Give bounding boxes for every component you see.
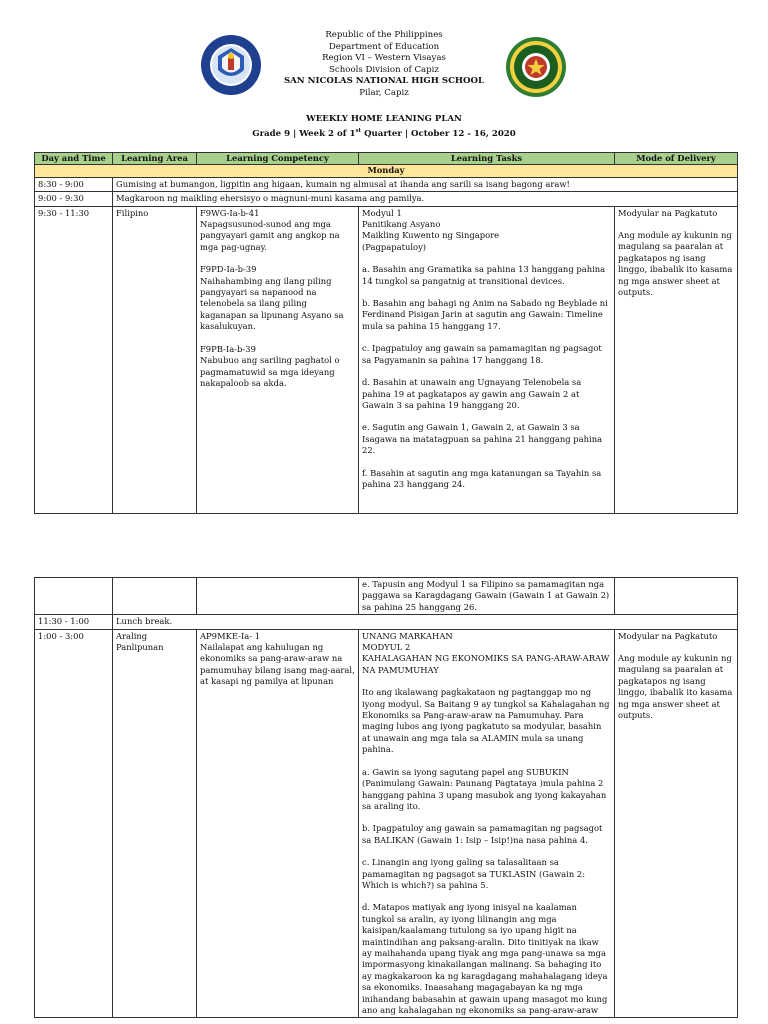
table-row-continued [35,578,738,615]
activity-cell: Gumising at bumangon, ligpitin ang higaan, kumain ng almusal at ihanda ang sarili sa isang bagong araw! [113,177,738,191]
task-item: e. Sagutin ang Gawain 1, Gawain 2, at Gawain 3 sa Isagawa na matatagpuan sa pahina 21 hanggang pahina 22. [362,422,603,456]
day-label: Monday [35,165,738,177]
learning-area-cell: Araling Panlipunan [113,629,197,1018]
mode-cell [615,629,738,1018]
activity-cell: Lunch break. [113,615,738,629]
plan-title: WEEKLY HOME LEANING PLAN [306,114,462,124]
task-item: f. Basahin at sagutin ang mga katanungan sa Tayahin sa pahina 23 hanggang 24. [362,467,602,489]
mode-title: Modyular na Pagkatuto [618,630,718,641]
learning-area-cell: Filipino [113,206,197,513]
mode-cell [615,578,738,615]
col-learning-area: Learning Area [113,153,197,165]
task-item: Ito ang ikalawang pagkakataon ng pagtanggap mo ng iyong modyul. Sa Baitang 9 ay tungkol sa Kahalagahan ng Ekonomiks sa Pang-araw-araw na Pamumuhay. Para maging lubos ang iyong pagkatuto sa modyular, basahin at unawain ang mga tala sa ALAMIN mula sa unang pahina. [362,687,610,755]
task-item: c. Ipagpatuloy ang gawain sa pamamagitan ng pagsagot sa Pagyamanin sa pahina 17 hanggang 18. [362,343,602,365]
activity-cell: Magkaroon ng maikling ehersisyo o magnuni-muni kasama ang pamilya. [113,192,738,206]
col-mode-of-delivery: Mode of Delivery [615,153,738,165]
tasks-cell: e. Tapusin ang Modyul 1 sa Filipino sa pamamagitan nga paggawa sa Karagdagang Gawain (Gawain 1 at Gawain 2) sa pahina 25 hanggang 26. [359,578,615,615]
col-day-and-time: Day and Time [35,153,113,165]
grade-line-pre: Grade 9 | Week 2 of 1 [252,128,356,139]
competency-item: F9PB-Ia-b-39 Nabubuo ang sariling paghatol o pagmamatuwid sa mga ideyang nakapaloob sa akda. [200,343,340,388]
time-cell: 9:30 - 11:30 [35,206,113,513]
grade-line-post: Quarter | October 12 - 16, 2020 [361,128,516,139]
header-line-deped: Department of Education [328,41,440,52]
header-line-republic: Republic of the Philippines [325,30,443,40]
time-cell: 1:00 - 3:00 [35,629,113,1018]
header-line-region: Region VI – Western Visayas [322,53,446,64]
mode-title: Modyular na Pagkatuto [618,207,718,218]
time-cell: 11:30 - 1:00 [35,615,113,629]
table-header-row [35,153,738,165]
task-item: a. Gawin sa iyong sagutang papel ang SUBUKIN (Panimulang Gawain: Paunang Pagtataya )mula pahina 2 hanggang pahina 3 upang masubok ang iyong kakayahan sa araling ito. [362,766,607,811]
time-cell [35,578,113,615]
day-row-monday [35,165,738,177]
competency-item: F9PD-Ia-b-39 Naihahambing ang ilang piling pangyayari sa napanood na telenobela sa ilang piling kaganapan sa lipunang Asyano sa kasalukuyan. [200,264,344,332]
mode-cell [615,206,738,513]
tasks-cell [359,206,615,513]
table-row-araling-panlipunan [35,629,738,1018]
competency-cell: AP9MKE-Ia- 1 Nailalapat ang kahulugan ng ekonomiks sa pang-araw-araw na pamumuhay bilang isang mag-aaral, at kasapi ng pamilya at lipunan [197,629,359,1018]
grade-line-sup: st [355,128,362,134]
task-item: c. Linangin ang iyong galing sa talasalitaan sa pamamagitan ng pagsagot sa TUKLASIN (Gawain 2: Which is which?) sa pahina 5. [362,857,586,890]
mode-description: Ang module ay kukunin ng magulang sa paaralan at pagkatapos ng isang linggo, ibabalik ito kasama ng mga answer sheet at outputs. [618,653,733,721]
learning-area-cell [113,578,197,615]
table-row [35,192,738,206]
col-learning-competency: Learning Competency [197,153,359,165]
header-line-division: Schools Division of Capiz [329,64,439,75]
mode-description: Ang module ay kukunin ng magulang sa paaralan at pagkatapos ng isang linggo, ibabalik ito kasama ng mga answer sheet at outputs. [618,230,733,298]
table-row-filipino [35,206,738,513]
task-item: d. Matapos matiyak ang iyong inisyal na kaalaman tungkol sa aralin, ay iyong lilinangin ang mga kaisipan/kaalamang tutulong sa iyo upang higit na maintindihan ang paksang-aralin. Dito tinitiyak na ikaw ay maihahanda upang tiyak ang mga pang-unawa sa mga impormasyong kinakailangan malinang. Sa bahaging ito ay magkakaroon ka ng karagdagang mahahalagang ideya sa ekonomiks. Inaasahang magagabayan ka ng mga inihandang babasahin at gawain upang masagot mo kung ano ang kahalagahan ng ekonomiks sa pang-araw-araw [362,902,608,1015]
grade-week-line [0,125,768,140]
competency-cell [197,578,359,615]
weekly-plan-table [34,152,738,514]
plan-title-block [0,113,768,140]
task-item: d. Basahin at unawain ang Ugnayang Telenobela sa pahina 19 at pagkatapos ay gawin ang Gawain 2 at Gawain 3 sa pahina 19 hanggang 20. [362,377,582,410]
header-line-school: SAN NICOLAS NATIONAL HIGH SCHOOL [283,76,485,87]
time-cell: 8:30 - 9:00 [35,177,113,191]
competency-cell [197,206,359,513]
task-item: b. Basahin ang bahagi ng Anim na Sabado ng Beyblade ni Ferdinand Pisigan Jarin at sagutin ang Gawain: Timeline mula sa pahina 15 hanggang 17. [362,298,608,331]
school-header [0,30,768,100]
competency-item: F9WG-Ia-b-41 Napagsusunod-sunod ang mga pangyayari gamit ang angkop na mga pag-ugnay. [200,207,340,252]
col-learning-tasks: Learning Tasks [359,153,615,165]
tasks-cell [359,629,615,1018]
task-item: b. Ipagpatuloy ang gawain sa pamamagitan ng pagsagot sa BALIKAN (Gawain 1: Isip – Isip!)na nasa pahina 4. [362,823,603,845]
table-row [35,177,738,191]
task-item: a. Basahin ang Gramatika sa pahina 13 hanggang pahina 14 tungkol sa pangatnig at transitional devices. [362,264,606,286]
table-row-lunch [35,615,738,629]
time-cell: 9:00 - 9:30 [35,192,113,206]
task-item: UNANG MARKAHAN MODYUL 2 KAHALAGAHAN NG EKONOMIKS SA PANG-ARAW-ARAW NA PAMUMUHAY [362,630,610,675]
task-item: Modyul 1 Panitikang Asyano Maikling Kuwento ng Singapore (Pagpapatuloy) [362,207,500,252]
header-line-address: Pilar, Capiz [359,87,409,98]
weekly-plan-table-continued [34,577,738,1018]
